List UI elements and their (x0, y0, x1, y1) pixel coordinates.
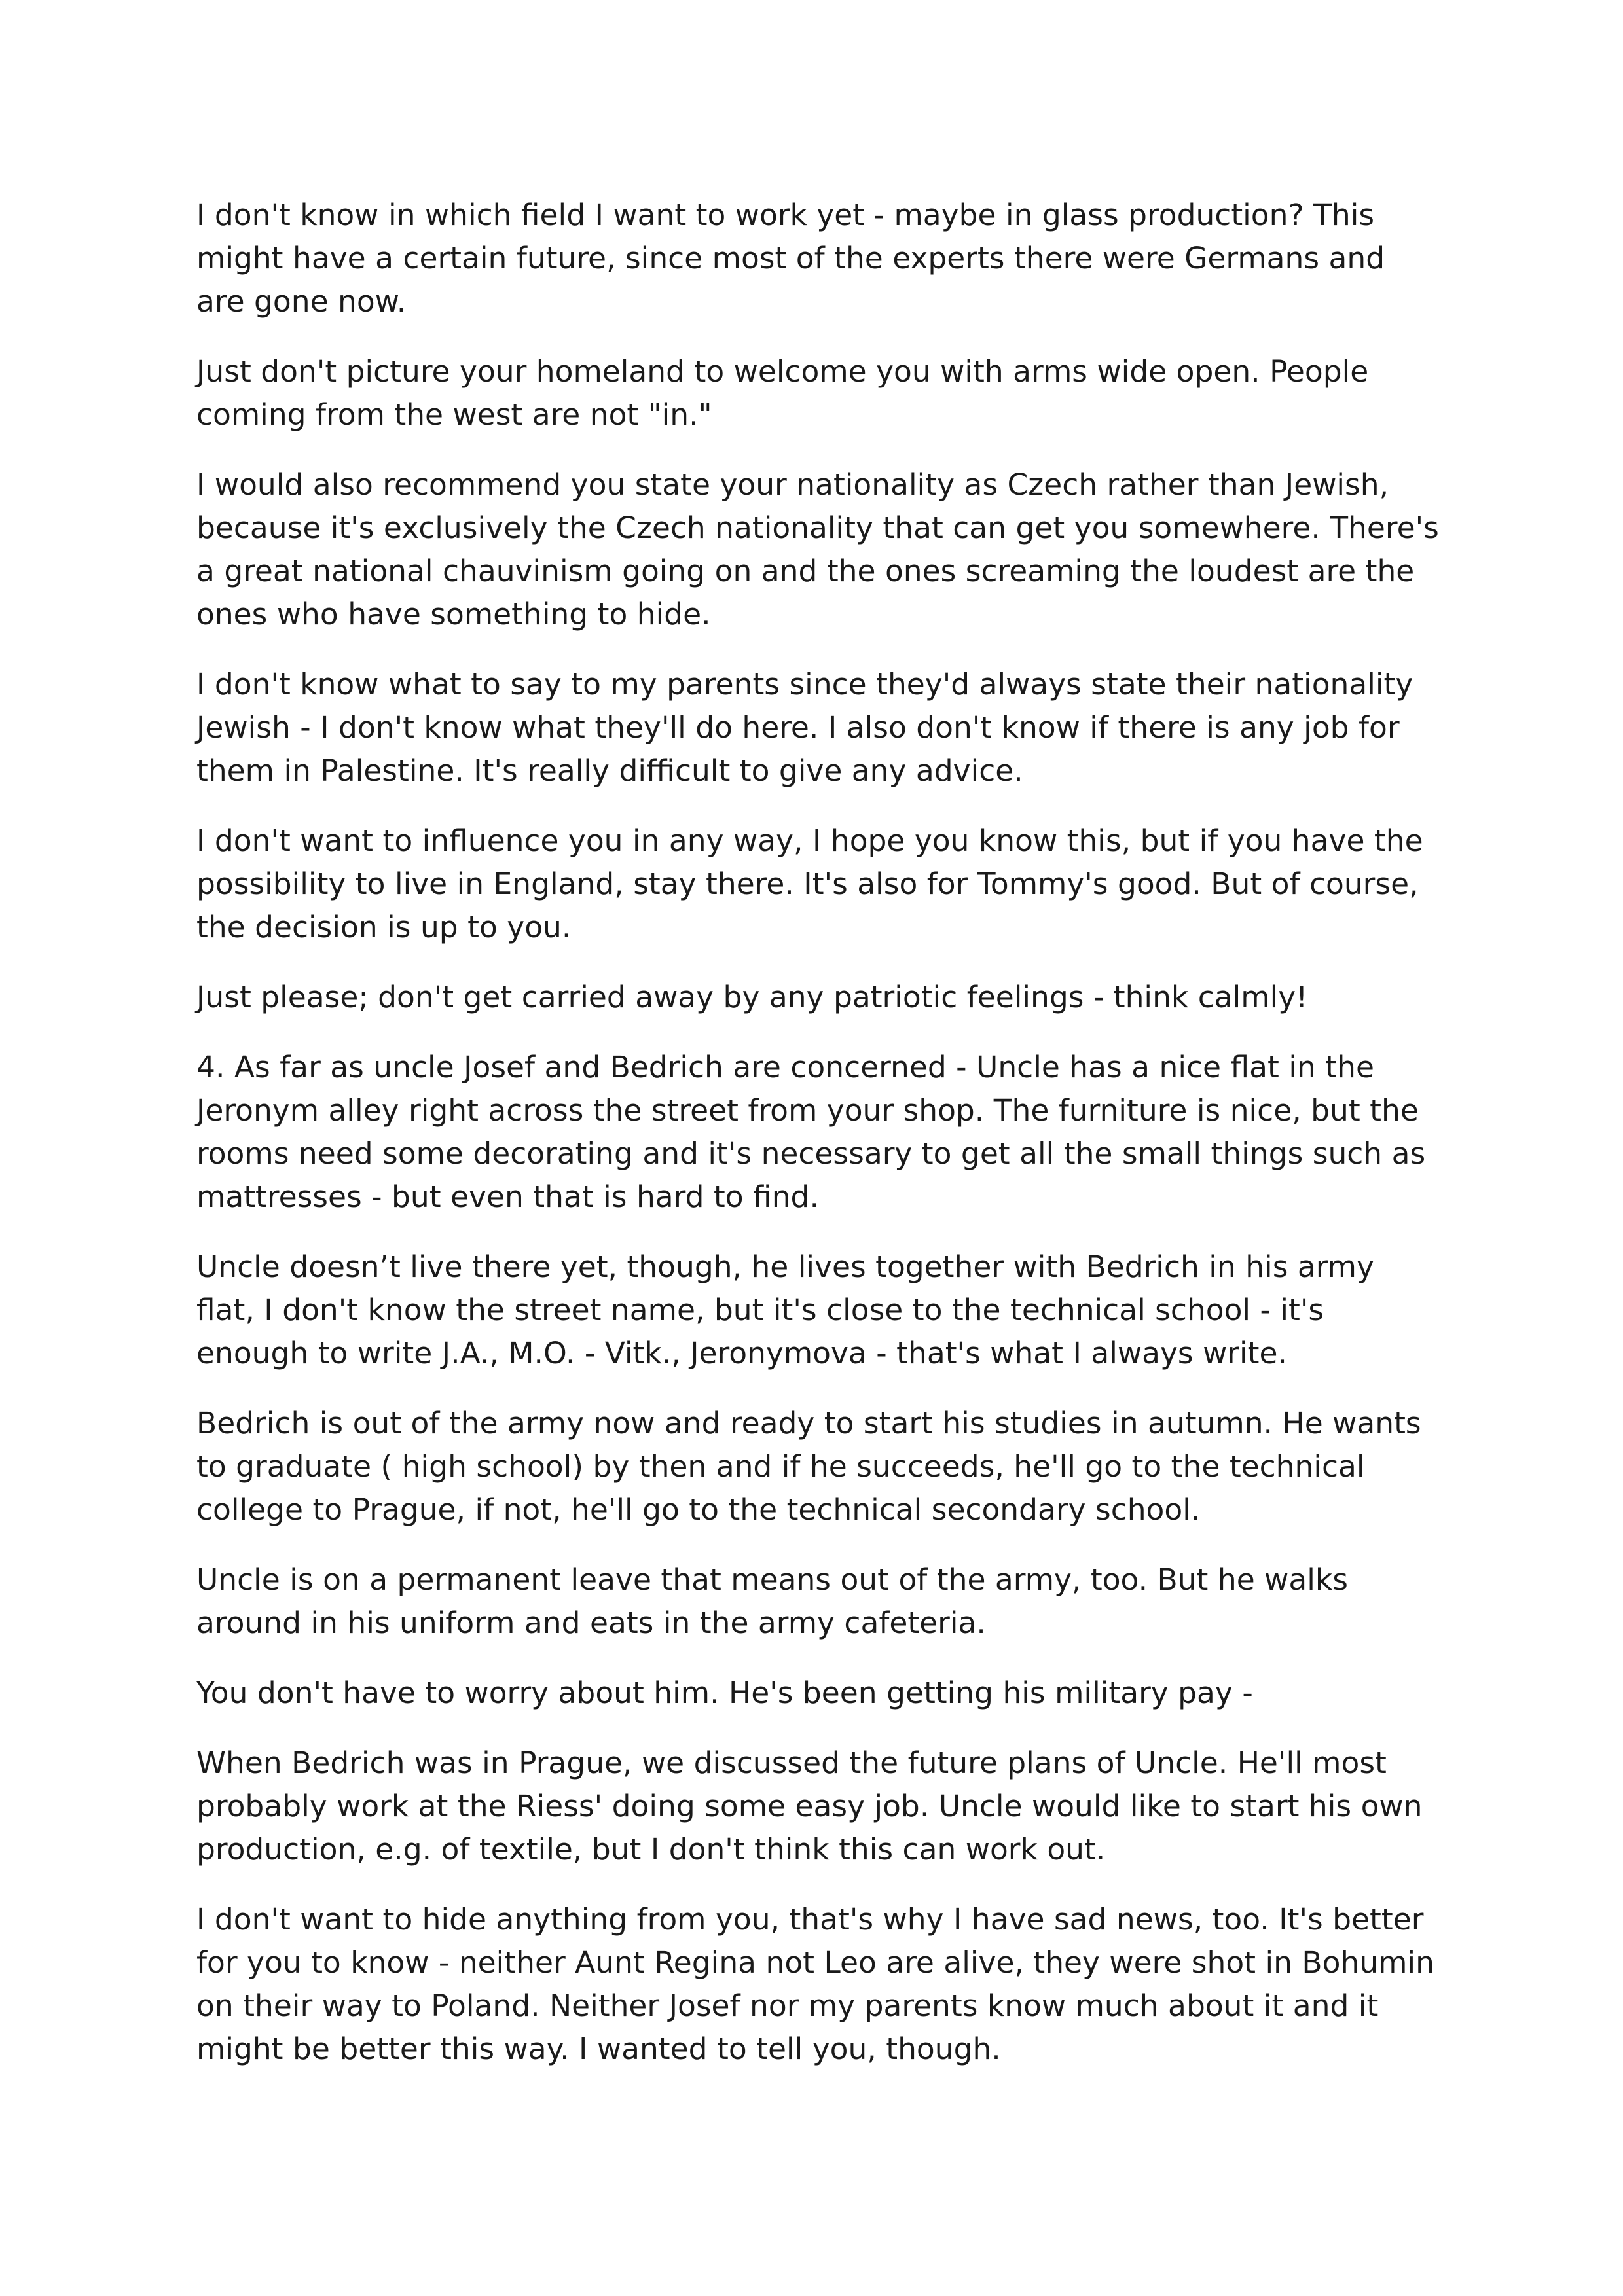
paragraph-army-flat: Uncle doesn’t live there yet, though, he lives together with Bedrich in his army flat, I don't know the street name, but it's close to the technical school - it's enough to write J.A., M.O. - Vitk., Jeronymova - that's what I always write. (196, 1249, 1374, 1371)
paragraph-uncle-flat: 4. As far as uncle Josef and Bedrich are concerned - Uncle has a nice flat in the Jeronym alley right across the street from your shop. The furniture is nice, but the rooms need some decorating and it's necessary to get all the small things such as mattresses - but even that is hard to find. (196, 1050, 1426, 1214)
paragraph-think-calmly: Just please; don't get carried away by any patriotic feelings - think calmly! (196, 980, 1308, 1014)
paragraph-future-plans: When Bedrich was in Prague, we discussed the future plans of Uncle. He'll most probably work at the Riess' doing some easy job. Uncle would like to start his own production, e.g. of textile, but I don't think this can work out. (196, 1746, 1423, 1867)
paragraph-uncle-leave: Uncle is on a permanent leave that means out of the army, too. But he walks around in his uniform and eats in the army cafeteria. (196, 1562, 1348, 1640)
paragraph-parents: I don't know what to say to my parents since they'd always state their nationality Jewish - I don't know what they'll do here. I also don't know if there is any job for them in Palestine. It's really difficult to give any advice. (196, 667, 1413, 788)
paragraph-glass-production: I don't know in which field I want to work yet - maybe in glass production? This might have a certain future, since most of the experts there were Germans and are gone now. (196, 198, 1385, 319)
paragraph-nationality-advice: I would also recommend you state your nationality as Czech rather than Jewish, because it's exclusively the Czech nationality that can get you somewhere. There's a great national chauvinism going on and the ones screaming the loudest are the ones who have something to hide. (196, 467, 1439, 632)
paragraph-bedrich-studies: Bedrich is out of the army now and ready to start his studies in autumn. He wants to graduate ( high school) by then and if he succeeds, he'll go to the technical college to Prague, if not, he'll go to the technical secondary school. (196, 1406, 1421, 1527)
paragraph-military-pay: You don't have to worry about him. He's been getting his military pay - (196, 1676, 1253, 1710)
paragraph-homeland: Just don't picture your homeland to welcome you with arms wide open. People coming from the west are not "in." (196, 354, 1369, 432)
letter-body (196, 194, 1440, 2098)
paragraph-sad-news: I don't want to hide anything from you, that's why I have sad news, too. It's better for you to know - neither Aunt Regina not Leo are alive, they were shot in Bohumin on their way to Poland. Neither Josef nor my parents know much about it and it might be better this way. I wanted to tell you, though. (196, 1902, 1434, 2066)
paragraph-england: I don't want to influence you in any way, I hope you know this, but if you have the possibility to live in England, stay there. It's also for Tommy's good. But of course, the decision is up to you. (196, 823, 1423, 944)
